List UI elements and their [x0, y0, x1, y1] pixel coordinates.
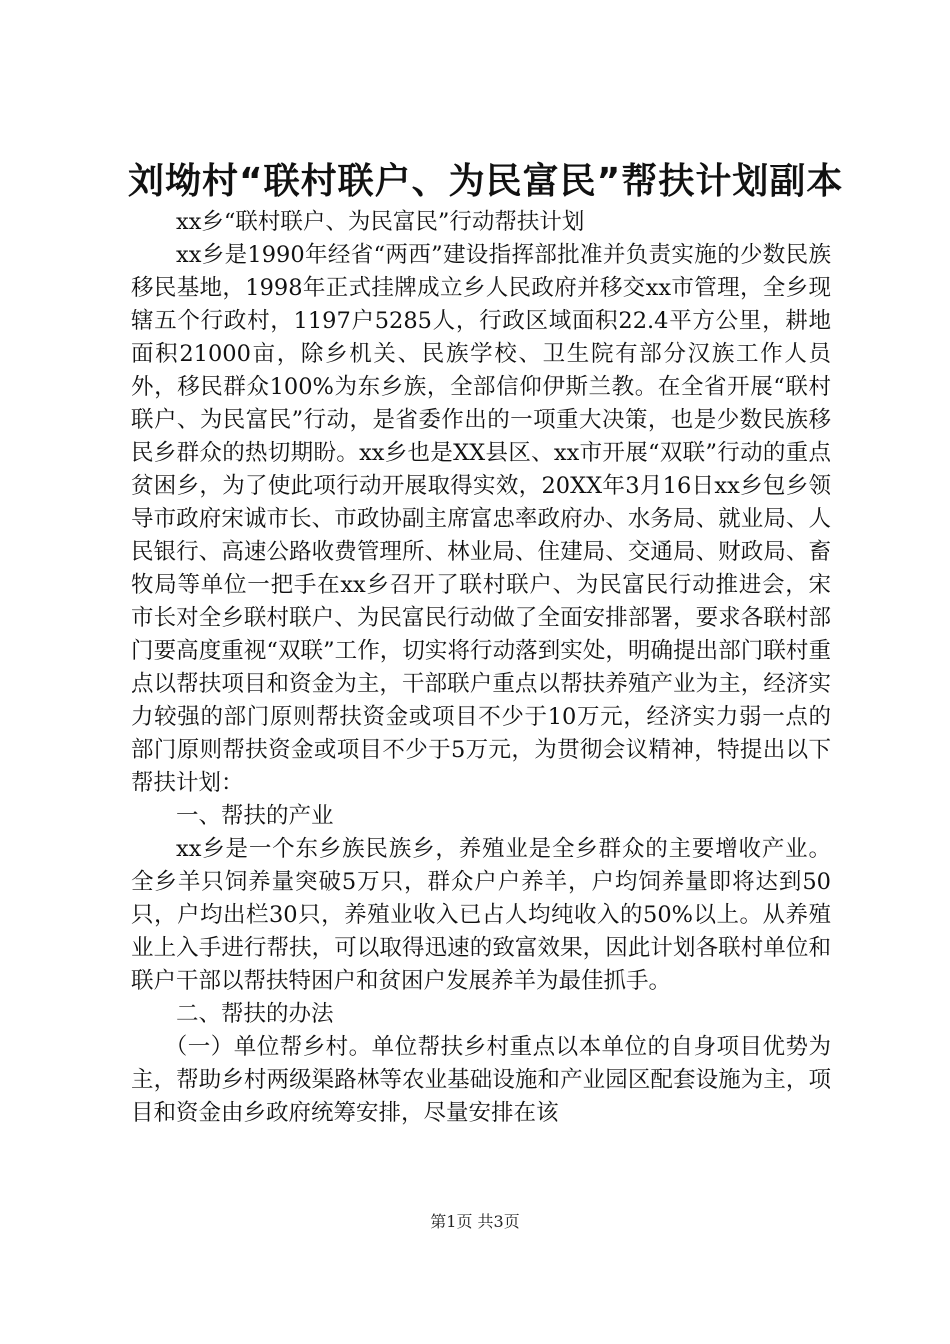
page-footer: 第1页 共3页	[430, 1212, 520, 1231]
intro-paragraph: xx乡是1990年经省“两西”建设指挥部批准并负责实施的少数民族移民基地，1998年正式挂牌成立乡人民政府并移交xx市管理，全乡现辖五个行政村，1197户5285人，行政区域面积22.4平方公里，耕地面积21000亩，除乡机关、民族学校、卫生院有部分汉族工作人员外，移民群众100%为东乡族，全部信仰伊斯兰教。在全省开展“联村联户、为民富民”行动，是省委作出的一项重大决策，也是少数民族移民乡群众的热切期盼。xx乡也是XX县区、xx市开展“双联”行动的重点贫困乡，为了使此项行动开展取得实效，20XX年3月16日xx乡包乡领导市政府宋诚市长、市政协副主席富忠率政府办、水务局、就业局、人民银行、高速公路收费管理所、林业局、住建局、交通局、财政局、畜牧局等单位一把手在xx乡召开了联村联户、为民富民行动推进会，宋市长对全乡联村联户、为民富民行动做了全面安排部署，要求各联村部门要高度重视“双联”工作，切实将行动落到实处，明确提出部门联村重点以帮扶项目和资金为主，干部联户重点以帮扶养殖产业为主，经济实力较强的部门原则帮扶资金或项目不少于10万元，经济实力弱一点的部门原则帮扶资金或项目不少于5万元，为贯彻会议精神，特提出以下帮扶计划：	[131, 242, 831, 796]
section-heading-industry: 一、帮扶的产业	[176, 803, 334, 829]
methods-paragraph: （一）单位帮乡村。单位帮扶乡村重点以本单位的自身项目优势为主，帮助乡村两级渠路林等农业基础设施和产业园区配套设施为主，项目和资金由乡政府统筹安排，尽量安排在该	[131, 1034, 831, 1126]
section-heading-methods: 二、帮扶的办法	[176, 1001, 334, 1027]
industry-paragraph: xx乡是一个东乡族民族乡，养殖业是全乡群众的主要增收产业。全乡羊只饲养量突破5万只，群众户户养羊，户均饲养量即将达到50只，户均出栏30只，养殖业收入已占人均纯收入的50%以上。从养殖业上入手进行帮扶，可以取得迅速的致富效果，因此计划各联村单位和联户干部以帮扶特困户和贫困户发展养羊为最佳抓手。	[131, 836, 831, 994]
document-title: 刘坳村“联村联户、为民富民”帮扶计划副本	[128, 161, 844, 202]
document-body	[131, 206, 831, 1130]
subtitle-paragraph: xx乡“联村联户、为民富民”行动帮扶计划	[176, 209, 585, 235]
